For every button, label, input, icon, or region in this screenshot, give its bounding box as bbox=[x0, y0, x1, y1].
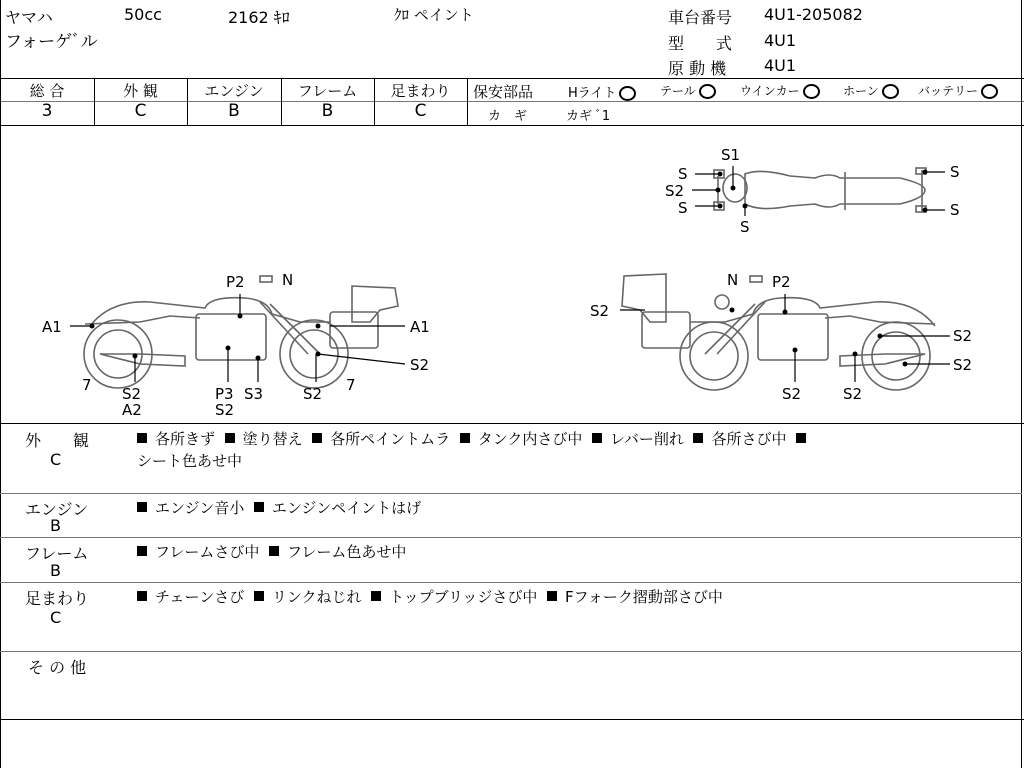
ok-circle-icon bbox=[981, 84, 998, 99]
paint-color: ｸﾛ ペイント bbox=[394, 6, 474, 24]
bullet-square-icon bbox=[371, 591, 381, 601]
displacement: 50cc bbox=[124, 5, 162, 24]
ok-circle-icon bbox=[619, 86, 636, 101]
grade-overall-value: 3 bbox=[41, 101, 53, 121]
maker: ヤマハ bbox=[5, 8, 53, 27]
bullet-square-icon bbox=[693, 433, 703, 443]
diagram-label: S2 bbox=[215, 401, 235, 419]
grade-exterior-label: 外 観 bbox=[123, 82, 158, 100]
bullet-square-icon bbox=[137, 433, 147, 443]
grade-exterior-value: C bbox=[134, 101, 147, 121]
diagram-label: A1 bbox=[42, 318, 62, 336]
bullet-square-icon bbox=[592, 433, 602, 443]
divider bbox=[0, 78, 1024, 79]
diagram-label: S2 bbox=[953, 327, 973, 345]
diagram-label: S2 bbox=[303, 385, 323, 403]
grade-engine-value: B bbox=[228, 101, 240, 121]
diagram-label: N bbox=[727, 271, 739, 289]
diagram-label: S bbox=[740, 218, 750, 236]
remark-engine-grade: B bbox=[50, 516, 61, 535]
divider bbox=[0, 493, 1022, 494]
bullet-square-icon bbox=[269, 546, 279, 556]
frame-number-label: 車台番号 bbox=[668, 8, 733, 27]
diagram-label: S2 bbox=[590, 302, 610, 320]
engine-type-value: 4U1 bbox=[764, 56, 797, 75]
safety-item-winker: ウインカー bbox=[740, 82, 820, 99]
divider bbox=[467, 78, 468, 125]
diagram-label: N bbox=[282, 271, 294, 289]
remark-frame-title: フレーム bbox=[25, 544, 89, 563]
diagram-label: S2 bbox=[953, 356, 973, 374]
bullet-square-icon bbox=[137, 502, 147, 512]
grade-frame-value: B bbox=[321, 101, 334, 121]
damage-diagram bbox=[0, 126, 1020, 422]
diagram-label: S2 bbox=[843, 385, 863, 403]
divider bbox=[0, 582, 1022, 583]
divider bbox=[0, 423, 1024, 424]
diagram-label: S2 bbox=[410, 356, 430, 374]
bullet-square-icon bbox=[254, 591, 264, 601]
remark-suspension-title: 足まわり bbox=[25, 589, 90, 608]
border-right bbox=[1021, 0, 1022, 768]
type-label: 型 式 bbox=[668, 34, 733, 53]
divider bbox=[0, 651, 1022, 652]
ok-circle-icon bbox=[882, 84, 899, 99]
mileage: 2162 ｷﾛ bbox=[228, 8, 290, 27]
grade-frame-label: フレーム bbox=[297, 82, 358, 100]
ok-circle-icon bbox=[803, 84, 820, 99]
safety-item-horn: ホーン bbox=[843, 82, 899, 99]
model-name: フォーゲﾞル bbox=[5, 32, 98, 52]
bullet-square-icon bbox=[460, 433, 470, 443]
remark-exterior-grade: C bbox=[50, 450, 62, 469]
divider bbox=[0, 719, 1024, 720]
diagram-label: P2 bbox=[772, 273, 791, 291]
engine-type-label: 原 動 機 bbox=[668, 59, 727, 78]
remark-exterior-item-seat: シート色あせ中 bbox=[137, 452, 243, 470]
remark-other-title: そ の 他 bbox=[28, 658, 87, 677]
safety-parts-title: 保安部品 bbox=[473, 83, 534, 101]
grade-suspension-value: C bbox=[414, 101, 427, 121]
bullet-square-icon bbox=[547, 591, 557, 601]
motorcycle-left-view bbox=[84, 276, 398, 388]
type-value: 4U1 bbox=[764, 31, 797, 50]
remark-engine-title: エンジン bbox=[25, 500, 89, 519]
remark-suspension-grade: C bbox=[50, 608, 62, 627]
grade-suspension-label: 足まわり bbox=[390, 82, 451, 100]
diagram-label: S2 bbox=[122, 385, 142, 403]
grade-overall-label: 総 合 bbox=[29, 82, 65, 100]
grade-engine-label: エンジン bbox=[204, 82, 264, 100]
remark-engine-items: エンジン音小 エンジンペイントはげ bbox=[137, 497, 421, 518]
diagram-label: P3 bbox=[215, 385, 234, 403]
bullet-square-icon bbox=[254, 502, 264, 512]
remark-suspension-items: チェーンさび リンクねじれ トップブリッジさび中 Fフォーク摺動部さび中 bbox=[137, 586, 723, 607]
diagram-label: S2 bbox=[782, 385, 802, 403]
remark-frame-grade: B bbox=[50, 561, 61, 580]
bullet-square-icon bbox=[796, 433, 806, 443]
diagram-label: S bbox=[678, 165, 688, 183]
key-label: カ ギ bbox=[488, 109, 528, 124]
diagram-label: S1 bbox=[721, 146, 741, 164]
divider bbox=[0, 537, 1022, 538]
diagram-label: S bbox=[950, 201, 960, 219]
remark-exterior-title: 外 観 bbox=[25, 431, 90, 450]
remark-exterior-items: 各所きず 塗り替え 各所ペイントムラ タンク内さび中 レバー削れ 各所さび中 bbox=[137, 428, 814, 449]
diagram-label: P2 bbox=[226, 273, 245, 291]
diagram-label: A1 bbox=[410, 318, 430, 336]
diagram-label: S2 bbox=[665, 182, 685, 200]
motorcycle-right-view bbox=[622, 274, 935, 390]
diagram-label: 7 bbox=[346, 376, 356, 394]
remark-frame-items: フレームさび中 フレーム色あせ中 bbox=[137, 541, 406, 562]
bullet-square-icon bbox=[137, 546, 147, 556]
diagram-label: S bbox=[950, 163, 960, 181]
frame-number-value: 4U1-205082 bbox=[764, 5, 863, 24]
key-value: カギ ﾞ1 bbox=[566, 109, 611, 124]
diagram-label: 7 bbox=[82, 376, 92, 394]
bullet-square-icon bbox=[225, 433, 235, 443]
diagram-label: S bbox=[678, 199, 688, 217]
safety-item-battery: バッテリー bbox=[918, 82, 998, 99]
ok-circle-icon bbox=[699, 84, 716, 99]
safety-item-tail: テール bbox=[660, 82, 716, 99]
diagram-label: S3 bbox=[244, 385, 264, 403]
bullet-square-icon bbox=[137, 591, 147, 601]
bullet-square-icon bbox=[312, 433, 322, 443]
safety-item-headlight: Hライト bbox=[568, 82, 636, 101]
diagram-label: A2 bbox=[122, 401, 142, 419]
